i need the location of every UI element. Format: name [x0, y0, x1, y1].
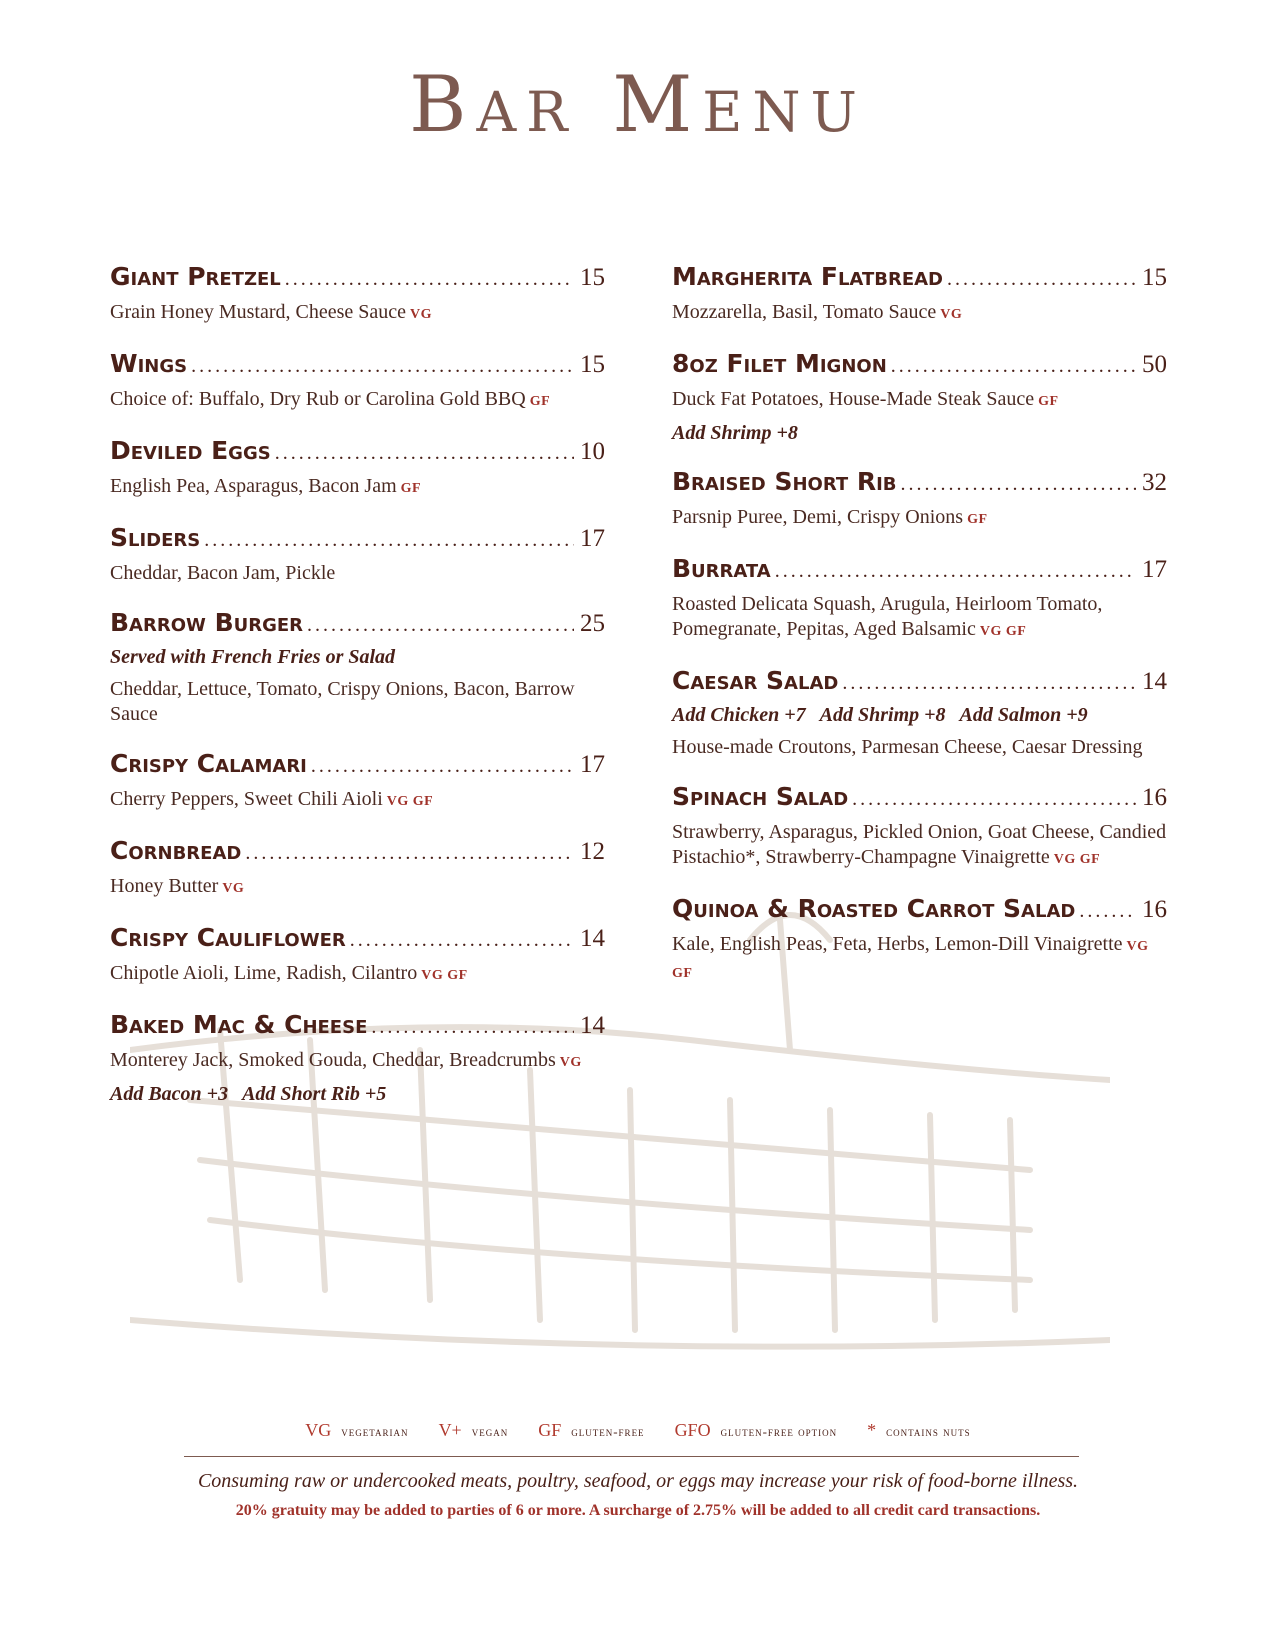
menu-item [110, 262, 605, 327]
menu-item [110, 1010, 605, 1106]
menu-item-price: 25 [580, 610, 605, 637]
menu-item [110, 923, 605, 988]
menu-item-header [672, 349, 1167, 379]
dot-leader [307, 614, 574, 637]
addon-option: Add Shrimp +8 [819, 704, 946, 726]
menu-item-name: 8oz Filet Mignon [672, 349, 887, 378]
dietary-tags: VG [940, 307, 963, 322]
menu-item-price: 16 [1142, 784, 1167, 811]
menu-item-price: 32 [1142, 469, 1167, 496]
addon-option: Add Salmon +9 [959, 704, 1088, 726]
addon-option: Add Shrimp +8 [672, 422, 798, 444]
menu-item-header [672, 467, 1167, 497]
menu-item-name: Caesar Salad [672, 666, 839, 695]
menu-item-description: Cheddar, Bacon Jam, Pickle [110, 562, 336, 584]
addon-option: Add Short Rib +5 [242, 1083, 387, 1105]
menu-item-price: 17 [580, 525, 605, 552]
dietary-tags: VG [222, 881, 245, 896]
menu-item [110, 349, 605, 414]
menu-item [672, 782, 1167, 872]
legend-label: contains nuts [886, 1424, 971, 1439]
menu-item-header [672, 666, 1167, 696]
dot-leader [775, 560, 1136, 583]
dietary-tags: GF [400, 481, 422, 496]
dot-leader [191, 355, 574, 378]
right-menu-column [672, 262, 1167, 1008]
menu-item-header [672, 894, 1167, 924]
dietary-tags: VG GF [1053, 852, 1101, 867]
divider [184, 1456, 1079, 1457]
menu-item-price: 17 [1142, 556, 1167, 583]
menu-item-header [110, 608, 605, 638]
legend-label: vegetarian [341, 1424, 409, 1439]
dietary-tags: VG GF [386, 794, 434, 809]
menu-item-addons [110, 1083, 605, 1106]
legend-code: GFO [674, 1420, 711, 1440]
menu-item-note: Served with French Fries or Salad [110, 646, 396, 668]
dot-leader [901, 473, 1136, 496]
menu-item-description: Duck Fat Potatoes, House-Made Steak Sauce GF [672, 388, 1059, 410]
menu-item-name: Spinach Salad [672, 782, 849, 811]
menu-item-description: Mozzarella, Basil, Tomato Sauce VG [672, 301, 963, 323]
menu-item-description: Honey Butter VG [110, 875, 245, 897]
dietary-legend [0, 1420, 1276, 1441]
menu-item-price: 15 [580, 351, 605, 378]
menu-item-description: Grain Honey Mustard, Cheese Sauce VG [110, 301, 433, 323]
menu-item-price: 14 [1142, 668, 1167, 695]
food-safety-disclaimer: Consuming raw or undercooked meats, poultry, seafood, or eggs may increase your risk of food-borne illness. [197, 1470, 1079, 1492]
dot-leader [371, 1016, 574, 1039]
menu-item [672, 262, 1167, 327]
legend-item [439, 1420, 509, 1441]
legend-code: * [867, 1420, 877, 1440]
menu-item-name: Quinoa & Roasted Carrot Salad [672, 894, 1076, 923]
menu-item-header [110, 436, 605, 466]
menu-item [110, 836, 605, 901]
menu-title [0, 60, 1276, 150]
menu-item-description: Choice of: Buffalo, Dry Rub or Carolina Gold BBQ GF [110, 388, 551, 410]
menu-item-header [110, 923, 605, 953]
menu-item [110, 436, 605, 501]
dot-leader [275, 442, 574, 465]
addon-option: Add Bacon +3 [110, 1083, 229, 1105]
menu-item [110, 608, 605, 727]
dietary-tags: VG GF [421, 968, 468, 983]
menu-item-name: Margherita Flatbread [672, 262, 943, 291]
dot-leader [947, 268, 1136, 291]
menu-item-name: Burrata [672, 554, 771, 583]
dietary-tags: GF [967, 512, 988, 527]
menu-item-addons [672, 422, 1167, 445]
menu-item-name: Braised Short Rib [672, 467, 897, 496]
menu-item-description: Parsnip Puree, Demi, Crispy Onions GF [672, 506, 988, 528]
menu-item-header [672, 554, 1167, 584]
menu-item-description: English Pea, Asparagus, Bacon Jam GF [110, 475, 422, 497]
legend-item [675, 1420, 838, 1441]
menu-item [672, 467, 1167, 532]
menu-item-price: 10 [580, 438, 605, 465]
menu-item-description: House-made Croutons, Parmesan Cheese, Caesar Dressing [672, 736, 1143, 758]
menu-item [672, 894, 1167, 986]
menu-item-price: 12 [580, 838, 605, 865]
legend-item [538, 1420, 644, 1441]
menu-item [110, 749, 605, 814]
dot-leader [852, 788, 1136, 811]
menu-item-price: 15 [580, 264, 605, 291]
addon-option: Add Chicken +7 [672, 704, 806, 726]
dot-leader [350, 929, 574, 952]
menu-item-description: Chipotle Aioli, Lime, Radish, Cilantro VG GF [110, 962, 468, 984]
menu-item-description: Roasted Delicata Squash, Arugula, Heirloom Tomato, Pomegranate, Pepitas, Aged Balsamic VG GF [672, 593, 1103, 640]
legend-code: VG [305, 1420, 332, 1440]
menu-item-name: Crispy Cauliflower [110, 923, 346, 952]
menu-item-description: Strawberry, Asparagus, Pickled Onion, Goat Cheese, Candied Pistachio*, Strawberry-Champagne Vinaigrette VG GF [672, 821, 1167, 868]
menu-item-description: Cherry Peppers, Sweet Chili Aioli VG GF [110, 788, 434, 810]
legend-label: gluten-free option [720, 1424, 838, 1439]
menu-item-price: 14 [580, 1012, 605, 1039]
menu-item-header [110, 262, 605, 292]
left-menu-column [110, 262, 605, 1128]
menu-item-name: Deviled Eggs [110, 436, 271, 465]
menu-item-price: 15 [1142, 264, 1167, 291]
menu-item [672, 554, 1167, 644]
gratuity-notice: 20% gratuity may be added to parties of 6 or more. A surcharge of 2.75% will be added to all credit card transactions. [235, 1502, 1041, 1519]
legend-label: gluten-free [571, 1424, 645, 1439]
dietary-tags: GF [1038, 394, 1059, 409]
menu-item-name: Sliders [110, 523, 201, 552]
menu-item-description: Kale, English Peas, Feta, Herbs, Lemon-Dill Vinaigrette VG GF [672, 933, 1149, 981]
menu-item-price: 50 [1142, 351, 1167, 378]
dot-leader [285, 268, 574, 291]
menu-item [672, 666, 1167, 760]
menu-item-price: 16 [1142, 896, 1167, 923]
menu-item-header [110, 523, 605, 553]
dietary-tags: VG GF [672, 939, 1149, 981]
dot-leader [245, 842, 574, 865]
legend-item [305, 1420, 408, 1441]
menu-item-name: Baked Mac & Cheese [110, 1010, 368, 1039]
legend-code: GF [538, 1420, 562, 1440]
legend-code: V+ [438, 1420, 462, 1440]
menu-item-description: Cheddar, Lettuce, Tomato, Crispy Onions, Bacon, Barrow Sauce [110, 678, 575, 725]
menu-item-price: 14 [580, 925, 605, 952]
menu-item-addons [672, 704, 1167, 727]
menu-item-header [672, 262, 1167, 292]
menu-item-header [110, 349, 605, 379]
dot-leader [1079, 900, 1136, 923]
menu-item [110, 523, 605, 586]
dot-leader [842, 672, 1136, 695]
menu-item-name: Barrow Burger [110, 608, 304, 637]
legend-item [867, 1420, 971, 1441]
dietary-tags: VG [410, 307, 433, 322]
dot-leader [311, 755, 574, 778]
menu-item-header [110, 1010, 605, 1040]
dietary-tags: VG [559, 1055, 582, 1070]
menu-item-header [672, 782, 1167, 812]
legend-label: vegan [471, 1424, 509, 1439]
menu-item-name: Wings [110, 349, 188, 378]
menu-item-header [110, 749, 605, 779]
dietary-tags: GF [529, 394, 551, 409]
menu-item-name: Cornbread [110, 836, 242, 865]
menu-item-name: Giant Pretzel [110, 262, 281, 291]
dot-leader [891, 355, 1136, 378]
dietary-tags: VG GF [979, 624, 1027, 639]
menu-item-description: Monterey Jack, Smoked Gouda, Cheddar, Breadcrumbs VG [110, 1049, 582, 1071]
menu-item-name: Crispy Calamari [110, 749, 307, 778]
menu-item-header [110, 836, 605, 866]
menu-item [672, 349, 1167, 445]
dot-leader [204, 529, 574, 552]
menu-title-text: Bar Menu [409, 60, 867, 150]
menu-item-price: 17 [580, 751, 605, 778]
